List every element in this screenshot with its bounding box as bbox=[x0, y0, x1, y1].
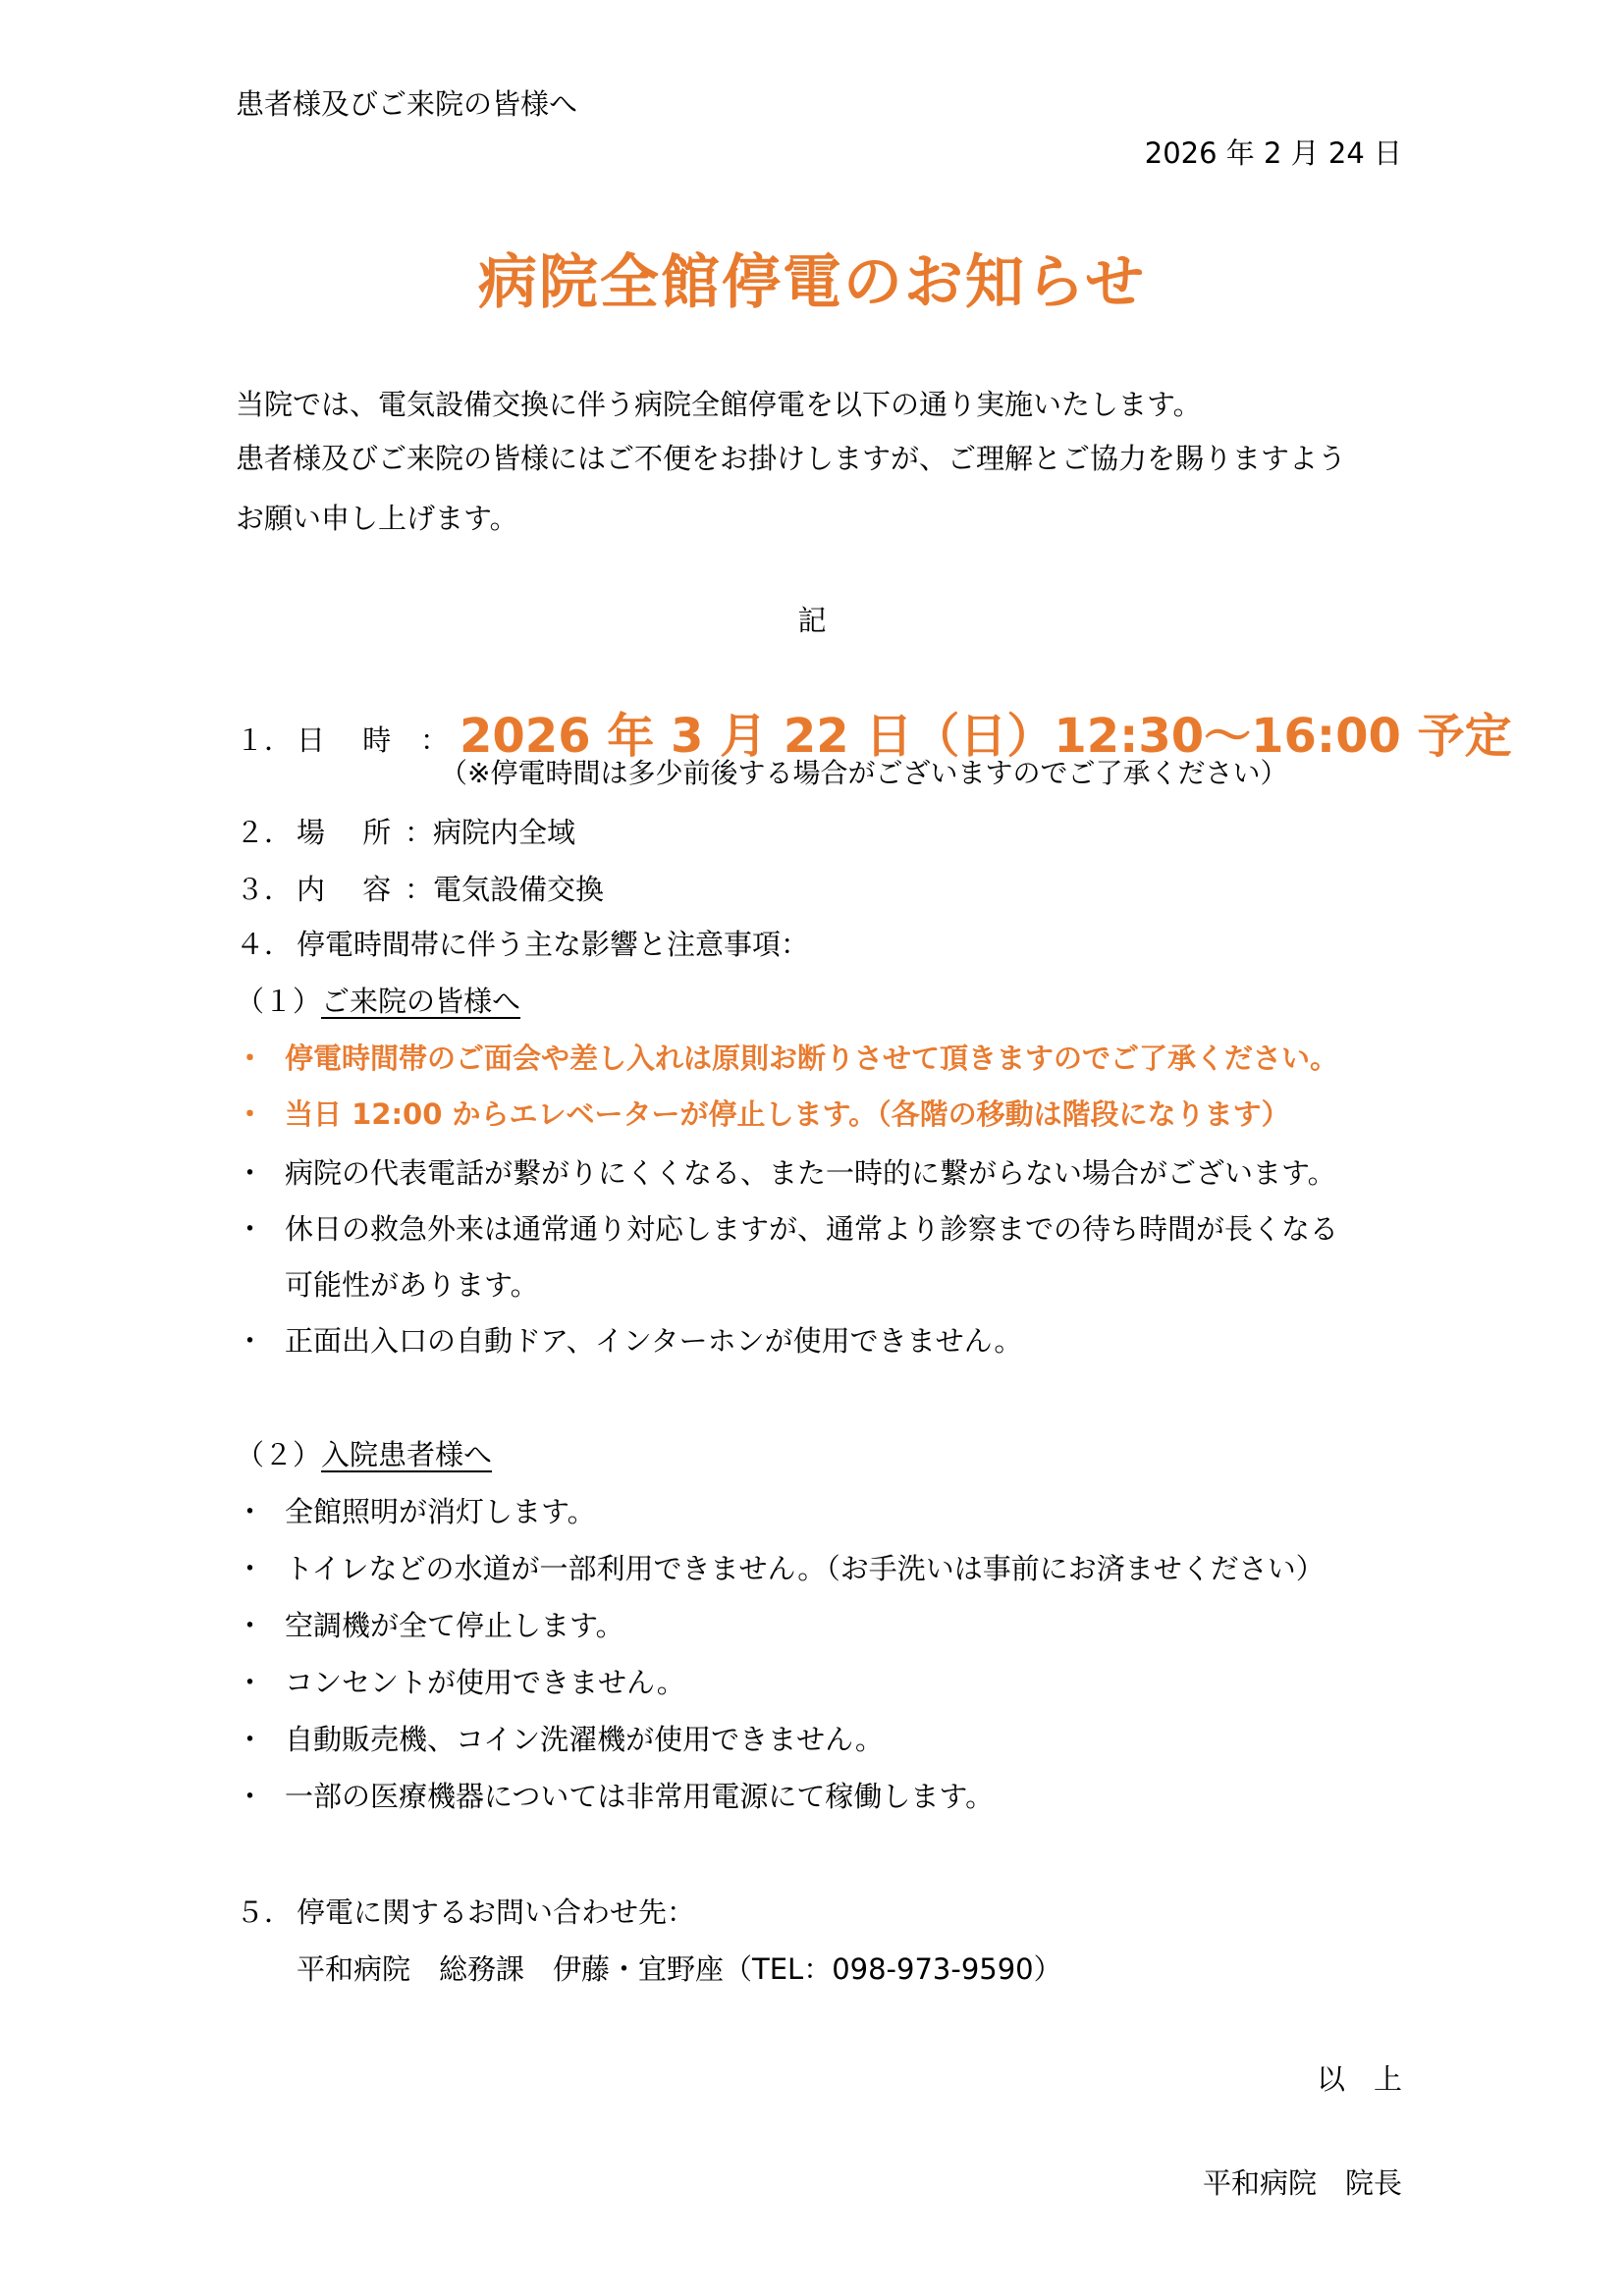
section-title: 入院患者様へ bbox=[321, 1438, 493, 1471]
section-number: （１） bbox=[236, 985, 322, 1018]
list-item: 正面出入口の自動ドア、インターホンが使用できません。 bbox=[285, 1324, 1023, 1358]
signature: 平和病院 院長 bbox=[1202, 2166, 1402, 2200]
list-item: 自動販売機、コイン洗濯機が使用できません。 bbox=[285, 1723, 884, 1756]
bullet: ・ bbox=[236, 1097, 265, 1131]
ki-mark: 記 bbox=[797, 604, 827, 637]
outage-datetime: 2026 年 3 月 22 日（日）12:30～16:00 予定 bbox=[460, 709, 1512, 764]
item-value: 電気設備交換 bbox=[433, 873, 605, 906]
bullet: ・ bbox=[236, 1723, 265, 1756]
visitor-notice-5 bbox=[236, 1321, 1022, 1361]
item-separator: ： bbox=[420, 723, 450, 757]
list-item: 空調機が全て停止します。 bbox=[285, 1609, 624, 1642]
bullet: ・ bbox=[236, 1666, 265, 1699]
list-item: 当日 12:00 からエレベーターが停止します。（各階の移動は階段になります） bbox=[285, 1097, 1290, 1131]
list-item: 病院の代表電話が繋がりにくくなる、また一時的に繋がらない場合がございます。 bbox=[285, 1156, 1336, 1190]
intro-line-1: 当院では、電気設備交換に伴う病院全館停電を以下の通り実施いたします。 bbox=[236, 388, 1202, 421]
item-number: １． bbox=[236, 723, 294, 757]
bullet: ・ bbox=[236, 1041, 265, 1075]
item-text: 停電時間帯に伴う主な影響と注意事項： bbox=[297, 928, 810, 961]
section-title: ご来院の皆様へ bbox=[321, 985, 521, 1018]
bullet: ・ bbox=[236, 1156, 265, 1190]
visitor-notice-4-cont: 可能性があります。 bbox=[285, 1268, 539, 1302]
item-number: ３． bbox=[236, 873, 294, 906]
item-number: ２． bbox=[236, 816, 294, 849]
list-item: トイレなどの水道が一部利用できません。（お手洗いは事前にお済ませください） bbox=[285, 1552, 1325, 1585]
bullet: ・ bbox=[236, 1495, 265, 1528]
section-visitors-heading bbox=[236, 982, 520, 1021]
page-title: 病院全館停電のお知らせ bbox=[477, 248, 1147, 317]
list-item: 停電時間帯のご面会や差し入れは原則お断りさせて頂きますのでご了承ください。 bbox=[285, 1041, 1339, 1075]
item-value: 病院内全域 bbox=[433, 816, 576, 849]
inpatient-notice-4 bbox=[236, 1663, 685, 1702]
item-number: ４． bbox=[236, 928, 294, 961]
bullet: ・ bbox=[236, 1324, 265, 1358]
item-number: ５． bbox=[236, 1896, 294, 1929]
item-separator: ： bbox=[405, 873, 434, 906]
item-content bbox=[236, 870, 604, 909]
intro-line-2: 患者様及びご来院の皆様にはご不便をお掛けしますが、ご理解とご協力を賜りますよう bbox=[236, 442, 1347, 475]
contact-detail: 平和病院 総務課 伊藤・宜野座（TEL：098-973-9590） bbox=[297, 1952, 1062, 1986]
item-label: 場 所 bbox=[297, 816, 392, 849]
bullet: ・ bbox=[236, 1780, 265, 1813]
item-place bbox=[236, 813, 575, 852]
closing-mark: 以 上 bbox=[1316, 2062, 1402, 2096]
intro-line-3: お願い申し上げます。 bbox=[236, 502, 518, 535]
datetime-note: （※停電時間は多少前後する場合がございますのでご了承ください） bbox=[440, 757, 1288, 789]
visitor-notice-2 bbox=[236, 1095, 1290, 1134]
item-label: 日 時 bbox=[297, 723, 392, 757]
visitor-notice-4 bbox=[236, 1209, 1338, 1249]
inpatient-notice-5 bbox=[236, 1720, 884, 1759]
visitor-notice-3 bbox=[236, 1153, 1336, 1193]
list-item: 一部の医療機器については非常用電源にて稼働します。 bbox=[285, 1780, 995, 1813]
issue-date: 2026 年 2 月 24 日 bbox=[1144, 136, 1402, 170]
inpatient-notice-1 bbox=[236, 1492, 596, 1531]
visitor-notice-1 bbox=[236, 1039, 1338, 1078]
inpatient-notice-6 bbox=[236, 1777, 994, 1816]
section-number: （２） bbox=[236, 1438, 322, 1471]
bullet: ・ bbox=[236, 1552, 265, 1585]
addressee: 患者様及びご来院の皆様へ bbox=[236, 87, 578, 121]
inpatient-notice-2 bbox=[236, 1549, 1325, 1588]
bullet: ・ bbox=[236, 1212, 265, 1246]
item-contact bbox=[236, 1893, 695, 1932]
list-item: コンセントが使用できません。 bbox=[285, 1666, 685, 1699]
list-item: 全館照明が消灯します。 bbox=[285, 1495, 596, 1528]
section-inpatients-heading bbox=[236, 1435, 492, 1474]
list-item: 休日の救急外来は通常通り対応しますが、通常より診察までの待ち時間が長くなる bbox=[285, 1212, 1339, 1246]
inpatient-notice-3 bbox=[236, 1606, 624, 1645]
item-label: 内 容 bbox=[297, 873, 392, 906]
bullet: ・ bbox=[236, 1609, 265, 1642]
item-text: 停電に関するお問い合わせ先： bbox=[297, 1896, 696, 1929]
item-separator: ： bbox=[405, 816, 434, 849]
item-effects bbox=[236, 925, 809, 964]
